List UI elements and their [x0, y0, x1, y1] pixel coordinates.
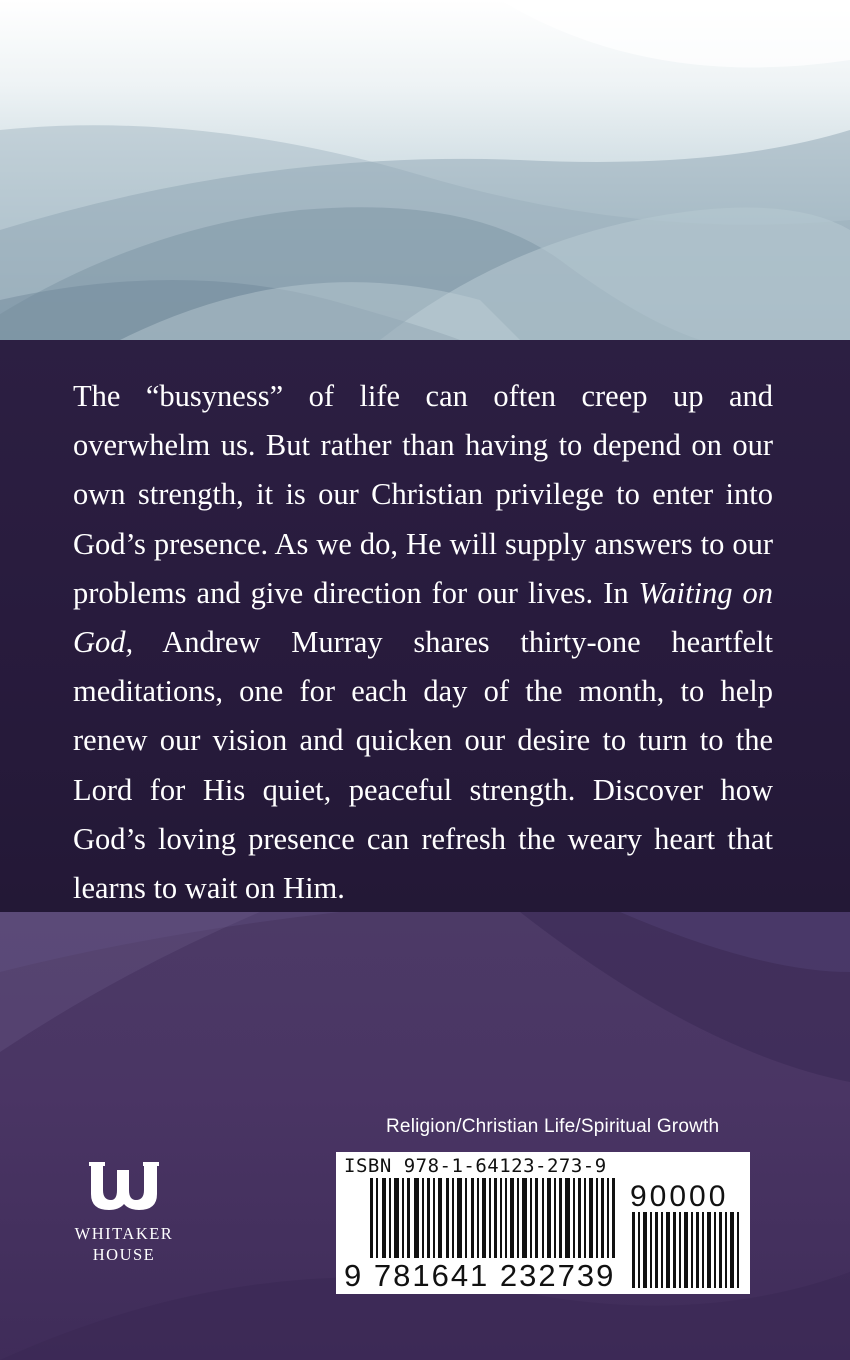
barcode-digits: 9 781641 232739 — [344, 1258, 616, 1293]
publisher-name-line1: WHITAKER — [74, 1224, 174, 1243]
back-cover-description — [73, 372, 773, 913]
description-text-part2: Andrew Murray shares thirty-one heartfelt meditations, one for each day of the month, to help renew our vision and quicken our desire to turn to the Lord for His quiet, peaceful strength. Discover how God’s loving presence can refresh the weary heart that learns to wait on Him. — [73, 625, 773, 906]
isbn-number: ISBN 978-1-64123-273-9 — [344, 1155, 607, 1177]
abstract-curves-art — [0, 0, 850, 340]
whitaker-house-w-icon — [89, 1160, 159, 1212]
publisher-name — [70, 1223, 178, 1265]
publisher-logo — [70, 1160, 178, 1265]
cover-top-artwork — [0, 0, 850, 340]
book-title-italic: Waiting on God, — [73, 575, 773, 660]
publisher-name-line2: HOUSE — [92, 1245, 156, 1264]
description-text-part1: The “busyness” of life can often creep up and overwhelm us. But rather than having to depend on our own strength, it is our Christian privilege to enter into God’s presence. As we do, He will supply answers to our problems and give direction for our lives. In — [73, 379, 773, 610]
barcode-price-code: 90000 — [630, 1180, 729, 1213]
bisac-category: Religion/Christian Life/Spiritual Growth — [386, 1116, 720, 1137]
